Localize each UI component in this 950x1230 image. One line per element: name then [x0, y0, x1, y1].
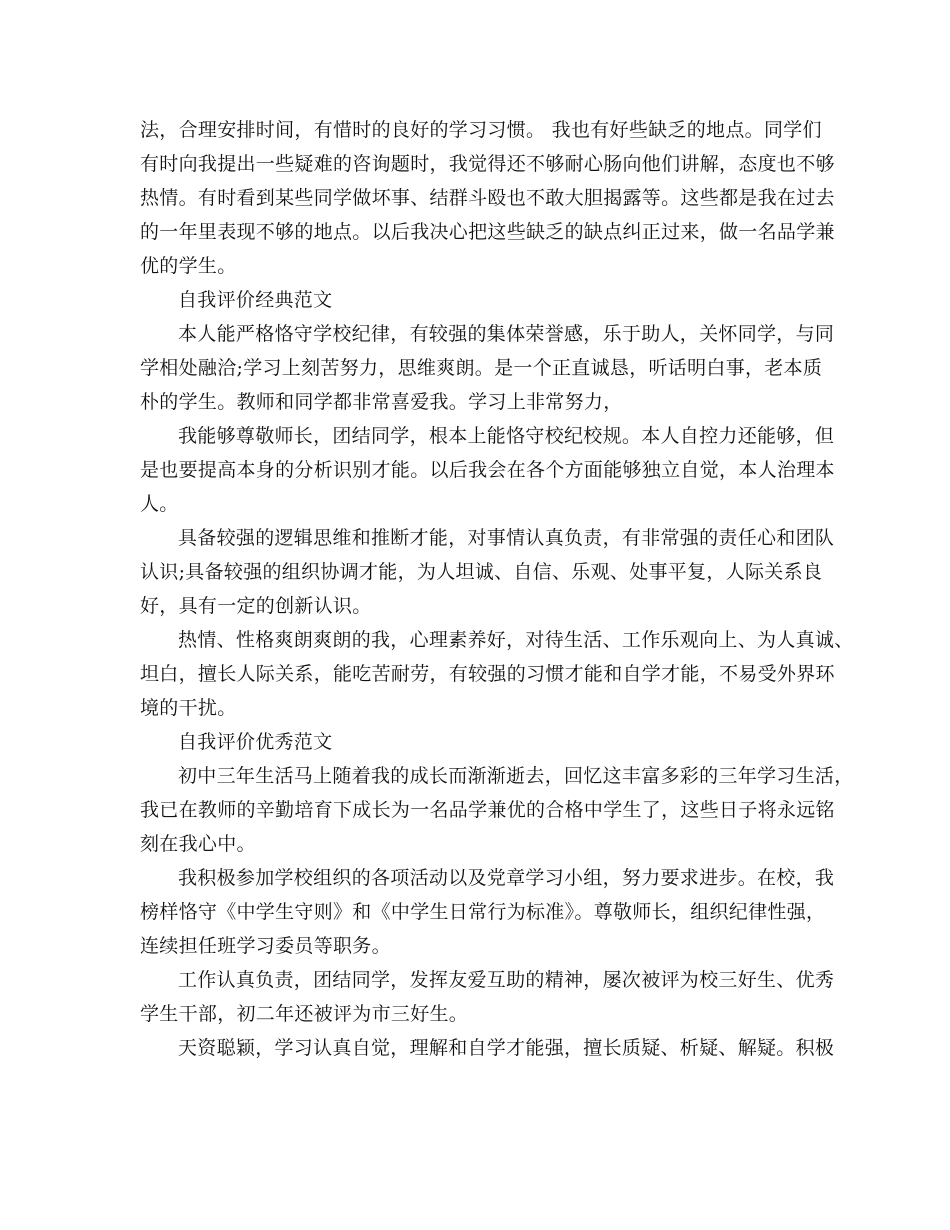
text-line: 连续担任班学习委员等职务。: [140, 935, 391, 957]
text-line: 学生干部，初二年还被评为市三好生。: [140, 1003, 469, 1025]
text-line: 坦白，擅长人际关系，能吃苦耐劳，有较强的习惯才能和自学才能，不易受外界环: [140, 663, 835, 685]
text-line: 我能够尊敬师长，团结同学，根本上能恪守校纪校规。本人自控力还能够，但: [178, 425, 835, 447]
text-line: 我已在教师的辛勤培育下成长为一名品学兼优的合格中学生了，这些日子将永远铭: [140, 799, 835, 821]
text-line: 优的学生。: [140, 255, 237, 277]
text-line: 工作认真负责，团结同学，发挥友爱互助的精神，屡次被评为校三好生、优秀: [178, 969, 835, 991]
text-line: 自我评价优秀范文: [178, 731, 333, 753]
text-line: 天资聪颖，学习认真自觉，理解和自学才能强，擅长质疑、析疑、解疑。积极: [178, 1037, 835, 1059]
text-line: 学相处融洽;学习上刻苦努力，思维爽朗。是一个正直诚恳，听话明白事，老本质: [140, 357, 823, 379]
text-line: 刻在我心中。: [140, 833, 256, 855]
text-line: 自我评价经典范文: [178, 289, 333, 311]
text-line: 好，具有一定的创新认识。: [140, 595, 372, 617]
document-body: [140, 113, 854, 1065]
text-line: 朴的学生。教师和同学都非常喜爱我。学习上非常努力，: [140, 391, 623, 413]
text-line: 榜样恪守《中学生守则》和《中学生日常行为标准》。尊敬师长，组织纪律性强，: [140, 901, 826, 923]
text-line: 热情、性格爽朗爽朗的我，心理素养好，对待生活、工作乐观向上、为人真诚、: [178, 629, 854, 651]
text-line: 初中三年生活马上随着我的成长而渐渐逝去，回忆这丰富多彩的三年学习生活，: [178, 765, 854, 787]
text-line: 热情。有时看到某些同学做坏事、结群斗殴也不敢大胆揭露等。这些都是我在过去: [140, 187, 835, 209]
text-line: 是也要提高本身的分析识别才能。以后我会在各个方面能够独立自觉，本人治理本: [140, 459, 835, 481]
text-line: 我积极参加学校组织的各项活动以及党章学习小组，努力要求进步。在校，我: [178, 867, 835, 889]
text-line: 认识;具备较强的组织协调才能，为人坦诚、自信、乐观、处事平复，人际关系良: [140, 561, 823, 583]
text-line: 本人能严格恪守学校纪律，有较强的集体荣誉感，乐于助人，关怀同学，与同: [178, 323, 835, 345]
text-line: 有时向我提出一些疑难的咨询题时，我觉得还不够耐心肠向他们讲解，态度也不够: [140, 153, 835, 175]
text-line: 法，合理安排时间，有惜时的良好的学习习惯。 我也有好些缺乏的地点。同学们: [140, 119, 822, 141]
text-line: 的一年里表现不够的地点。以后我决心把这些缺乏的缺点纠正过来，做一名品学兼: [140, 221, 835, 243]
text-line: 人。: [140, 493, 179, 515]
text-line: 具备较强的逻辑思维和推断才能，对事情认真负责，有非常强的责任心和团队: [178, 527, 835, 549]
text-line: 境的干扰。: [140, 697, 237, 719]
